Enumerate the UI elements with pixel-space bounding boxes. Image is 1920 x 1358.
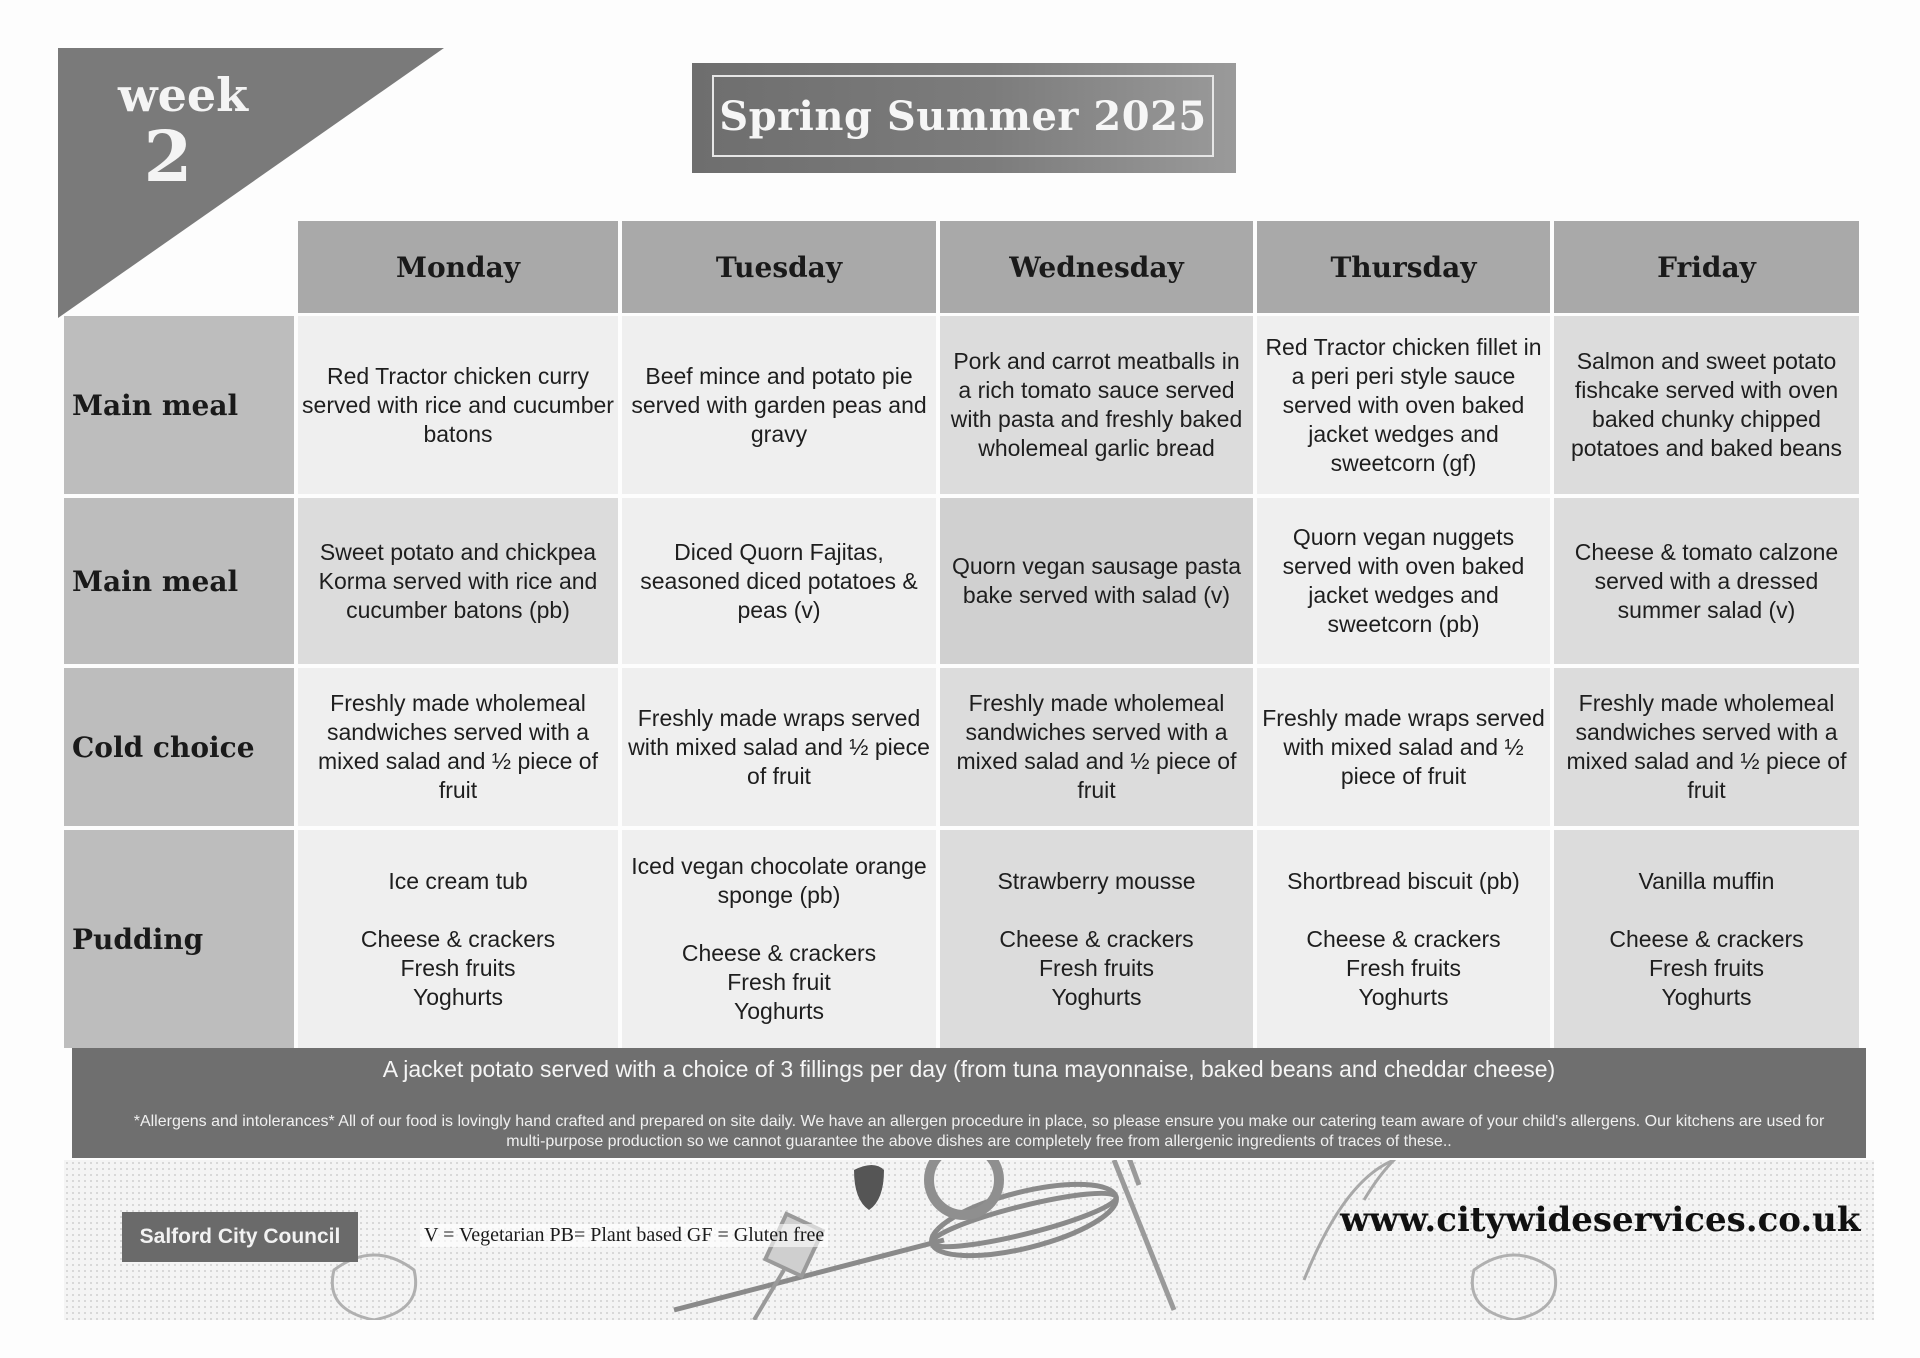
council-badge: Salford City Council xyxy=(122,1212,358,1262)
week-label: week xyxy=(117,68,248,122)
menu-cell-main1-wednesday: Pork and carrot meatballs in a rich tomato sauce served with pasta and freshly baked wholemeal garlic bread xyxy=(940,316,1253,494)
row-header-cold-choice: Cold choice xyxy=(64,668,294,826)
website-url[interactable]: www.citywideservices.co.uk xyxy=(1340,1200,1861,1240)
allergens-note: *Allergens and intolerances* All of our food is lovingly hand crafted and prepared on site daily. We have an allergen procedure in place, so please ensure you make our catering team aware of your child's allergens. Our kitchens are used for multi-purpose production so we cannot guarantee the above dishes are completely free from allergenic ingredients of traces of these.. xyxy=(133,1113,1825,1150)
menu-cell-pudding-tuesday: Iced vegan chocolate orange sponge (pb) Cheese & crackers Fresh fruit Yoghurts xyxy=(622,830,936,1048)
title-frame xyxy=(712,75,1214,157)
menu-cell-main1-friday: Salmon and sweet potato fishcake served with oven baked chunky chipped potatoes and baked beans xyxy=(1554,316,1859,494)
week-number: 2 xyxy=(143,115,193,198)
row-header-pudding: Pudding xyxy=(64,830,294,1048)
menu-cell-cold-thursday: Freshly made wraps served with mixed salad and ½ piece of fruit xyxy=(1257,668,1550,826)
menu-cell-cold-monday: Freshly made wholemeal sandwiches served with a mixed salad and ½ piece of fruit xyxy=(298,668,618,826)
fork-icon xyxy=(1114,1160,1174,1310)
row-header-main-meal-1: Main meal xyxy=(64,316,294,494)
info-banner xyxy=(72,1048,1866,1158)
lemon-slice-icon xyxy=(929,1160,999,1215)
menu-cell-main2-thursday: Quorn vegan nuggets served with oven baked jacket wedges and sweetcorn (pb) xyxy=(1257,498,1550,664)
menu-cell-main2-tuesday: Diced Quorn Fajitas, seasoned diced potatoes & peas (v) xyxy=(622,498,936,664)
menu-cell-cold-tuesday: Freshly made wraps served with mixed salad and ½ piece of fruit xyxy=(622,668,936,826)
strawberry-icon xyxy=(854,1165,884,1210)
menu-cell-main2-friday: Cheese & tomato calzone served with a dressed summer salad (v) xyxy=(1554,498,1859,664)
menu-cell-cold-wednesday: Freshly made wholemeal sandwiches served with a mixed salad and ½ piece of fruit xyxy=(940,668,1253,826)
day-header-friday: Friday xyxy=(1554,221,1859,313)
dietary-legend: V = Vegetarian PB= Plant based GF = Gluten free xyxy=(420,1224,828,1247)
day-header-monday: Monday xyxy=(298,221,618,313)
menu-cell-main1-monday: Red Tractor chicken curry served with rice and cucumber batons xyxy=(298,316,618,494)
menu-cell-pudding-wednesday: Strawberry mousse Cheese & crackers Fresh fruits Yoghurts xyxy=(940,830,1253,1048)
menu-cell-main2-wednesday: Quorn vegan sausage pasta bake served with salad (v) xyxy=(940,498,1253,664)
menu-cell-pudding-thursday: Shortbread biscuit (pb) Cheese & crackers Fresh fruits Yoghurts xyxy=(1257,830,1550,1048)
jacket-potato-note: A jacket potato served with a choice of 3 fillings per day (from tuna mayonnaise, baked beans and cheddar cheese) xyxy=(382,1056,1556,1082)
menu-cell-pudding-friday: Vanilla muffin Cheese & crackers Fresh fruits Yoghurts xyxy=(1554,830,1859,1048)
menu-cell-cold-friday: Freshly made wholemeal sandwiches served with a mixed salad and ½ piece of fruit xyxy=(1554,668,1859,826)
menu-cell-main1-tuesday: Beef mince and potato pie served with garden peas and gravy xyxy=(622,316,936,494)
day-header-wednesday: Wednesday xyxy=(940,221,1253,313)
row-header-main-meal-2: Main meal xyxy=(64,498,294,664)
menu-cell-pudding-monday: Ice cream tub Cheese & crackers Fresh fruits Yoghurts xyxy=(298,830,618,1048)
title-box xyxy=(692,63,1236,173)
day-header-tuesday: Tuesday xyxy=(622,221,936,313)
menu-cell-main1-thursday: Red Tractor chicken fillet in a peri peri style sauce served with oven baked jacket wedges and sweetcorn (gf) xyxy=(1257,316,1550,494)
page-title: Spring Summer 2025 xyxy=(719,92,1207,140)
menu-cell-main2-monday: Sweet potato and chickpea Korma served with rice and cucumber batons (pb) xyxy=(298,498,618,664)
pepper-icon xyxy=(332,1255,1555,1320)
day-header-thursday: Thursday xyxy=(1257,221,1550,313)
